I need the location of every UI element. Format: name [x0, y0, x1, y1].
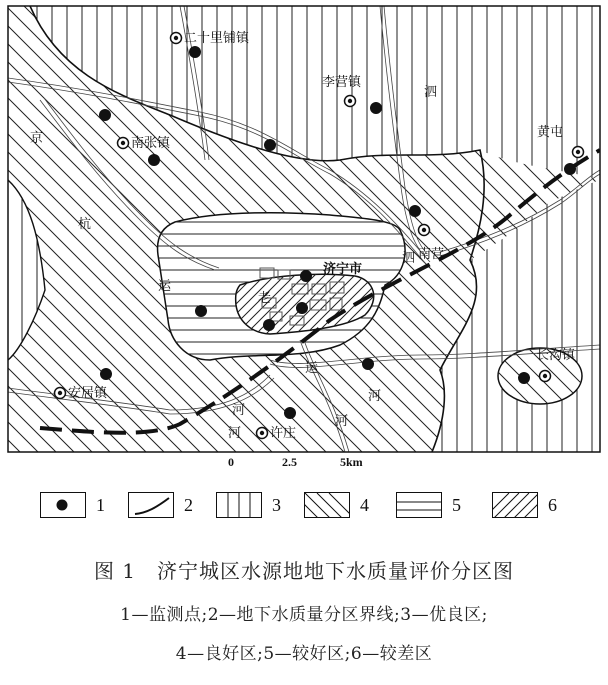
- figure-caption: [0, 555, 608, 664]
- town-anju-icon: [55, 388, 66, 399]
- label-lizhuang: 李营镇: [322, 75, 362, 90]
- town-huangtun-icon: [573, 147, 584, 158]
- monitoring-point: [409, 205, 421, 217]
- monitoring-point: [195, 305, 207, 317]
- legend-swatch: [216, 492, 262, 518]
- label-nanying: 南营: [418, 247, 445, 262]
- legend-number: 3: [272, 495, 281, 515]
- monitoring-point: [564, 163, 576, 175]
- label-changzhuang: 长沟镇: [536, 348, 576, 363]
- caption-title: 图 1 济宁城区水源地地下水质量评价分区图: [93, 559, 515, 583]
- caption-legend-line-2: 4—良好区;5—较好区;6—较差区: [175, 644, 433, 664]
- scale-bar: [228, 455, 363, 470]
- map-legend: [40, 490, 580, 522]
- legend-number: 6: [548, 495, 557, 515]
- town-xuzhuang-icon: [257, 428, 268, 439]
- river-char: 运: [158, 279, 172, 294]
- scale-label-0: 0: [228, 455, 234, 469]
- town-nanzhang-icon: [118, 138, 129, 149]
- river-char: 泗: [424, 85, 438, 100]
- monitoring-point: [189, 46, 201, 58]
- river-char: 老: [258, 291, 272, 306]
- legend-swatch: [492, 492, 538, 518]
- monitoring-point: [300, 270, 312, 282]
- river-char: 河: [335, 414, 349, 429]
- label-nanzhang: 南张镇: [131, 136, 171, 151]
- monitoring-point: [284, 407, 296, 419]
- label-anju: 安居镇: [68, 386, 108, 401]
- monitoring-point: [99, 109, 111, 121]
- monitoring-point: [100, 368, 112, 380]
- river-char: 河: [368, 389, 382, 404]
- river-char: 运: [305, 361, 319, 376]
- monitoring-point: [264, 139, 276, 151]
- label-huangtun: 黄屯: [537, 125, 564, 140]
- legend-swatch: [304, 492, 350, 518]
- town-changzhuang-icon: [540, 371, 551, 382]
- label-ershilipu: 二十里铺镇: [184, 31, 250, 46]
- label-xuzhuang: 许庄: [270, 426, 297, 441]
- legend-number: 2: [184, 495, 193, 515]
- scale-label-end: 5km: [340, 455, 363, 469]
- legend-number: 4: [360, 495, 369, 515]
- label-jiningshi: 济宁市: [323, 262, 363, 277]
- monitoring-point: [148, 154, 160, 166]
- caption-legend-line-1: 1—监测点;2—地下水质量分区界线;3—优良区;: [120, 605, 488, 625]
- legend-swatch: [40, 492, 86, 518]
- river-char: 京: [30, 131, 44, 146]
- legend-swatch: [128, 492, 174, 518]
- legend-number: 5: [452, 495, 461, 515]
- town-nanying-icon: [419, 225, 430, 236]
- river-char: 河: [232, 403, 246, 418]
- legend-number: 1: [96, 495, 105, 515]
- monitoring-point: [518, 372, 530, 384]
- legend-swatch: [396, 492, 442, 518]
- river-char: 杭: [78, 217, 92, 232]
- scale-label-mid: 2.5: [282, 455, 297, 469]
- monitoring-point: [296, 302, 308, 314]
- river-char: 泗: [402, 251, 416, 266]
- monitoring-point: [362, 358, 374, 370]
- monitoring-point: [370, 102, 382, 114]
- river-char: 河: [228, 426, 242, 441]
- town-lizhuang-icon: [345, 96, 356, 107]
- monitoring-point: [263, 319, 275, 331]
- town-ershilipu-icon: [171, 33, 182, 44]
